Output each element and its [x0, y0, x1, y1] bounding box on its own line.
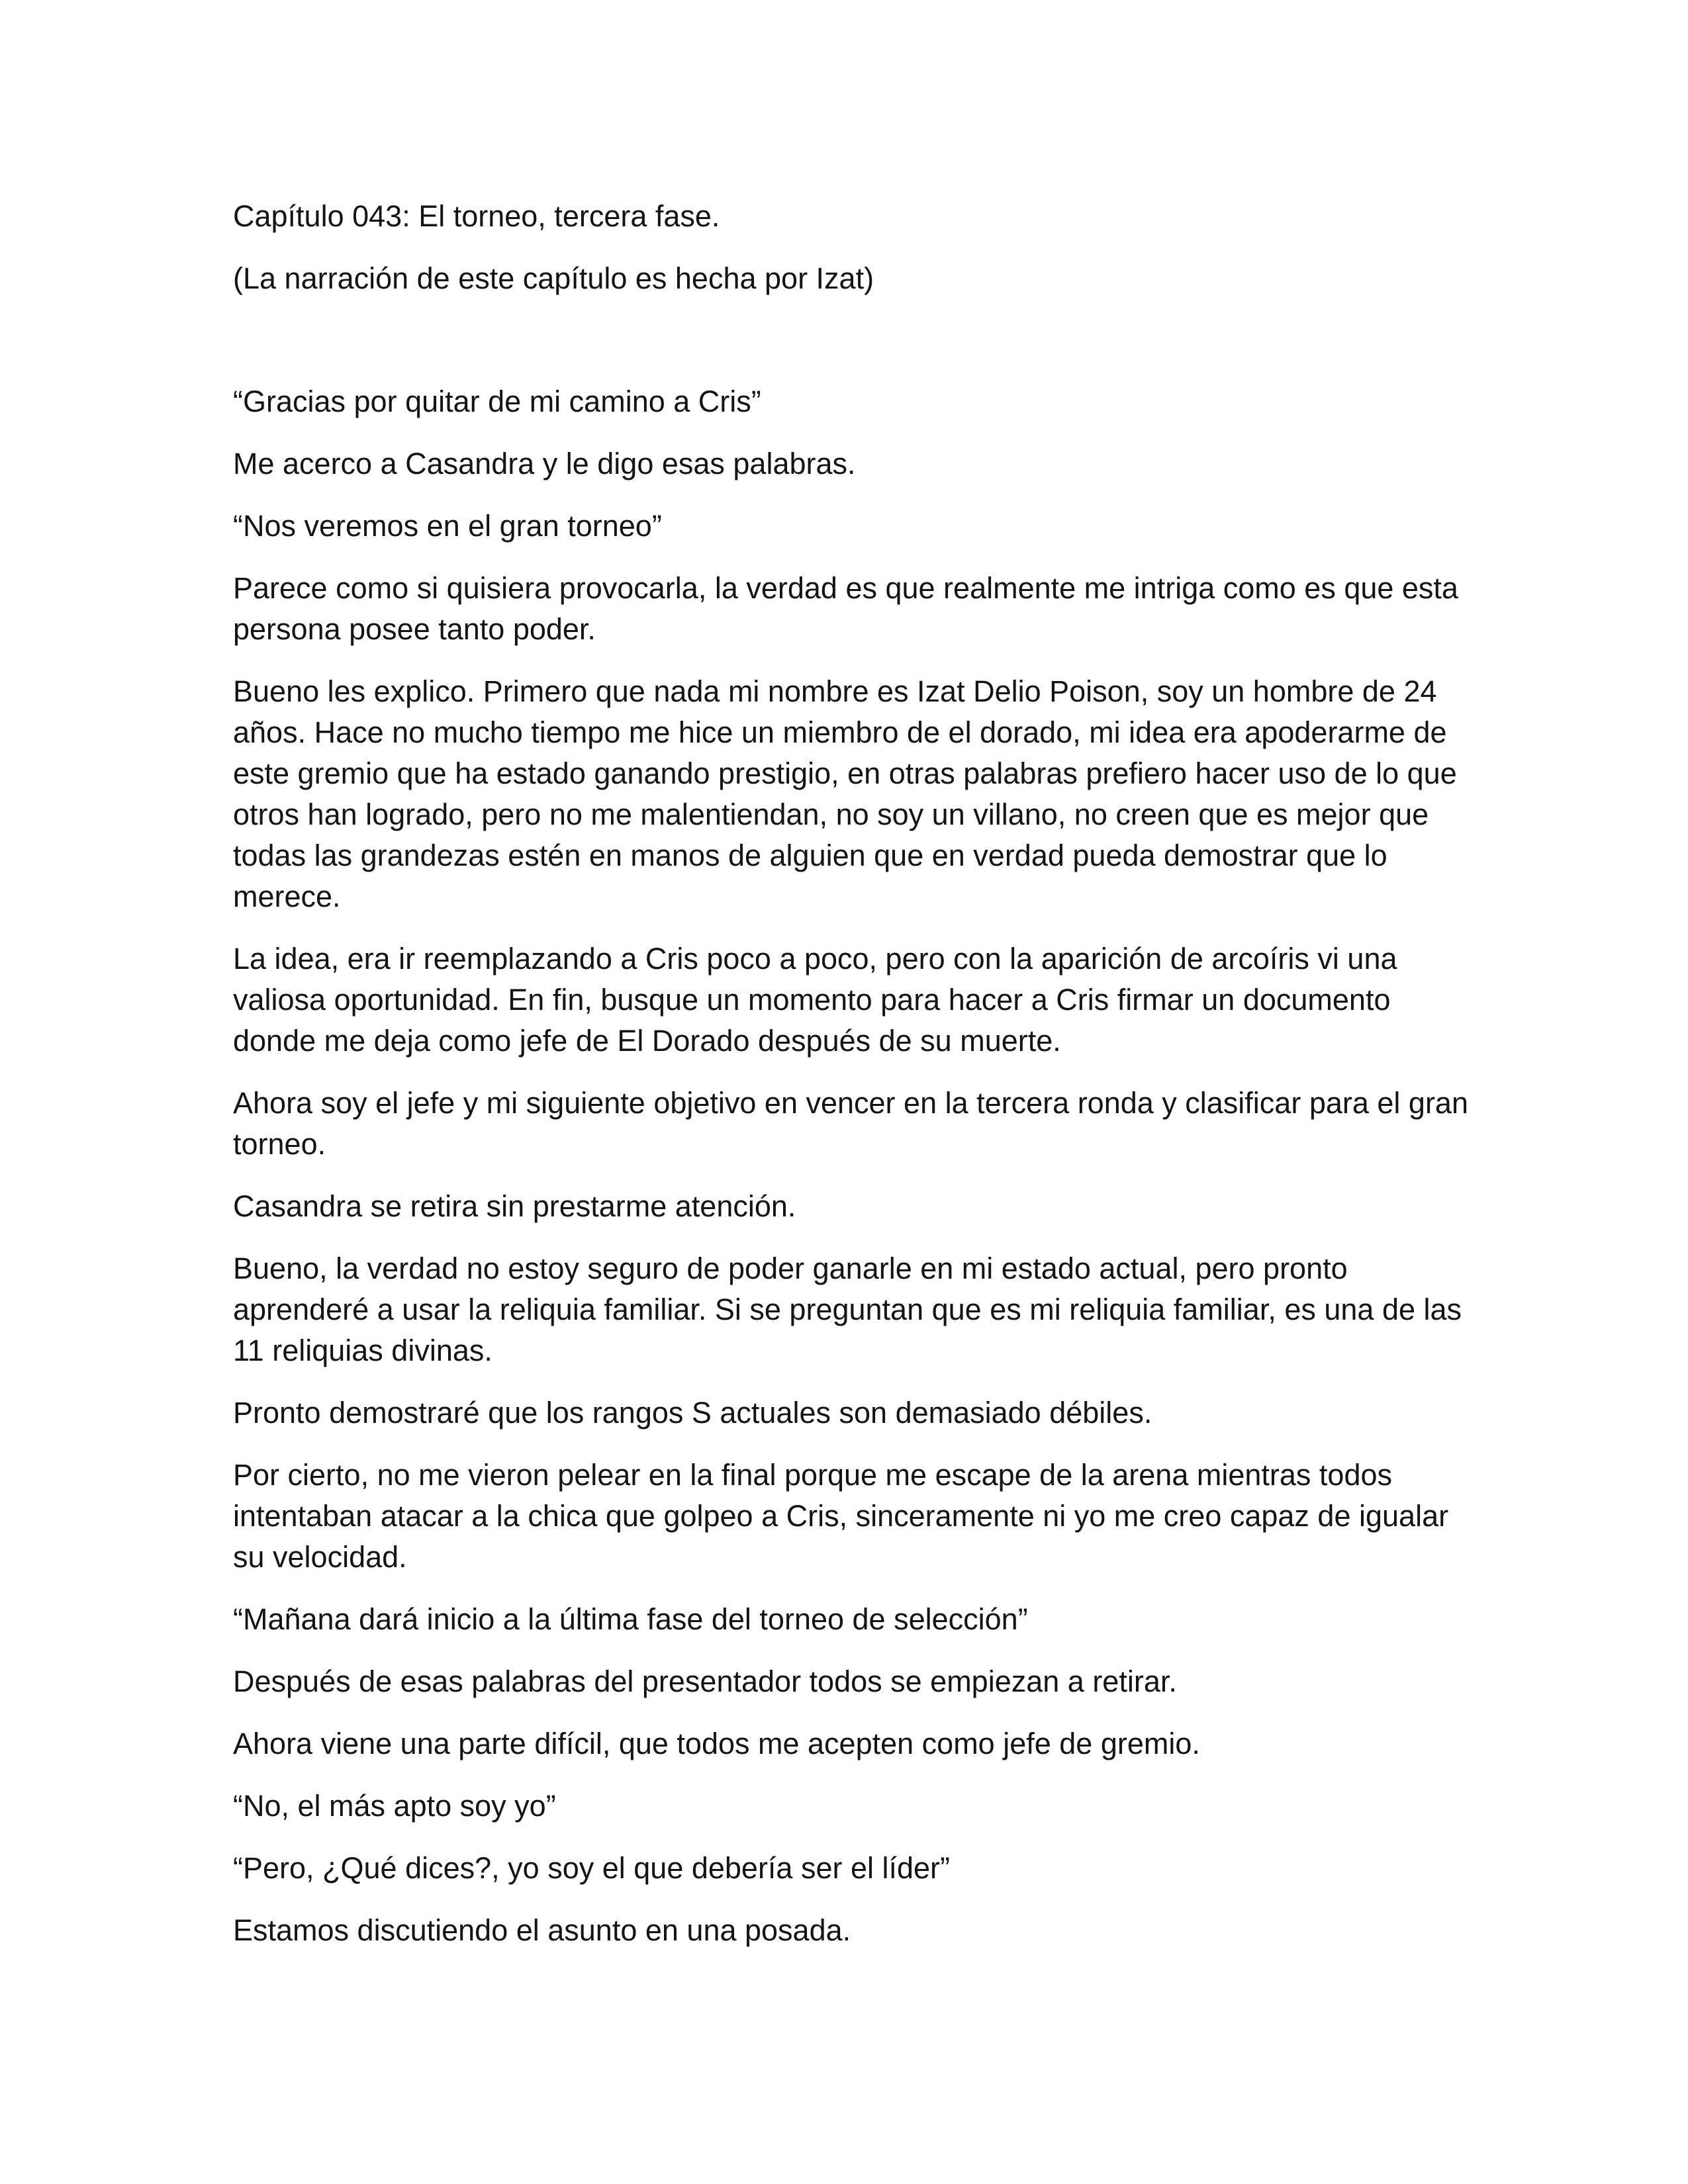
- paragraph: Me acerco a Casandra y le digo esas palabras.: [233, 447, 856, 480]
- paragraph: La idea, era ir reemplazando a Cris poco a poco, pero con la aparición de arcoíris vi una valiosa oportunidad. En fin, busque un momento para hacer a Cris firmar un documento donde me deja como jefe de El Dorado después de su muerte.: [233, 942, 1397, 1058]
- paragraph: “Nos veremos en el gran torneo”: [233, 509, 662, 543]
- paragraph: Bueno les explico. Primero que nada mi nombre es Izat Delio Poison, soy un hombre de 24 años. Hace no mucho tiempo me hice un miembro de el dorado, mi idea era apoderarme de este gremio que ha estado ganando prestigio, en otras palabras prefiero hacer uso de lo que otros han logrado, pero no me malentiendan, no soy un villano, no creen que es mejor que todas las grandezas estén en manos de alguien que en verdad pueda demostrar que lo merece.: [233, 674, 1457, 913]
- paragraph: Casandra se retira sin prestarme atención.: [233, 1189, 796, 1223]
- paragraph: Bueno, la verdad no estoy seguro de poder ganarle en mi estado actual, pero pronto aprenderé a usar la reliquia familiar. Si se preguntan que es mi reliquia familiar, es una de las 11 reliquias divinas.: [233, 1251, 1462, 1367]
- paragraph: Parece como si quisiera provocarla, la verdad es que realmente me intriga como es que esta persona posee tanto poder.: [233, 571, 1458, 646]
- document-body: [233, 196, 1477, 1972]
- paragraph: Ahora soy el jefe y mi siguiente objetivo en vencer en la tercera ronda y clasificar para el gran torneo.: [233, 1086, 1468, 1161]
- chapter-subtitle: (La narración de este capítulo es hecha por Izat): [233, 261, 874, 295]
- paragraph: “Mañana dará inicio a la última fase del torneo de selección”: [233, 1602, 1028, 1636]
- paragraph: Por cierto, no me vieron pelear en la final porque me escape de la arena mientras todos intentaban atacar a la chica que golpeo a Cris, sinceramente ni yo me creo capaz de igualar su velocidad.: [233, 1458, 1449, 1574]
- paragraph: Ahora viene una parte difícil, que todos me acepten como jefe de gremio.: [233, 1727, 1200, 1760]
- paragraph: Después de esas palabras del presentador todos se empiezan a retirar.: [233, 1664, 1177, 1698]
- paragraph: Estamos discutiendo el asunto en una posada.: [233, 1913, 851, 1947]
- paragraph: Pronto demostraré que los rangos S actuales son demasiado débiles.: [233, 1396, 1152, 1430]
- paragraph: “No, el más apto soy yo”: [233, 1789, 556, 1823]
- paragraph: “Gracias por quitar de mi camino a Cris”: [233, 385, 761, 418]
- chapter-title: Capítulo 043: El torneo, tercera fase.: [233, 199, 720, 233]
- paragraph: “Pero, ¿Qué dices?, yo soy el que debería ser el líder”: [233, 1851, 951, 1885]
